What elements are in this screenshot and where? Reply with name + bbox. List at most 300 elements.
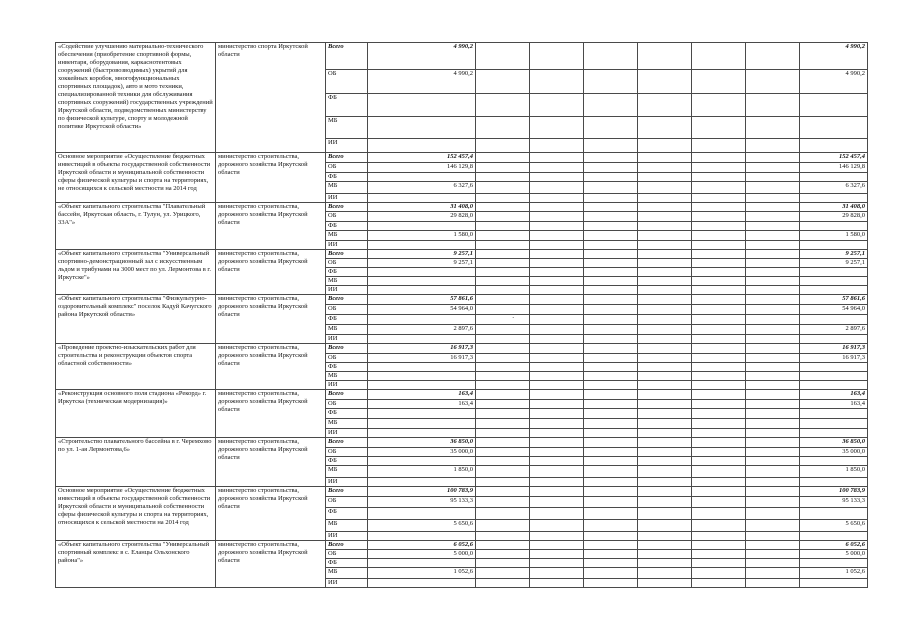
empty-cell — [584, 372, 638, 381]
empty-cell — [476, 212, 530, 222]
measure-name: «Содействие улучшению материально-технического обеспечения (приобретение спортивной формы, инвентаря, оборудования, каркаснотентовых сооружений (быстровозводимых) укрытий для хоккейных коробок, многофункциональных спортивных площадок), авто и мото техники, специализированной техники для обслуживания спортивных сооружений) государственных учреждений Иркутской области, подведомственных министерству по физической культуре, спорту и молодежной политике Иркутской области» — [56, 43, 216, 153]
empty-cell — [638, 295, 692, 305]
empty-cell — [692, 315, 746, 325]
empty-cell — [476, 325, 530, 335]
empty-cell — [476, 286, 530, 295]
sum-value-total: 36 850,0 — [800, 438, 868, 448]
empty-cell — [476, 268, 530, 277]
empty-cell — [530, 241, 584, 250]
funding-source-mb: МБ — [326, 372, 368, 381]
empty-cell — [638, 532, 692, 541]
sum-value-ii — [800, 478, 868, 487]
empty-cell — [476, 173, 530, 182]
measure-name: «Объект капитального строительства "Физкультурно-оздоровительный комплекс" поселок Кадуй Качугского района Иркутской области» — [56, 295, 216, 344]
empty-cell — [476, 94, 530, 117]
funding-source-ii: ИИ — [326, 429, 368, 438]
funding-source-mb: МБ — [326, 419, 368, 429]
empty-cell — [638, 315, 692, 325]
empty-cell — [584, 381, 638, 390]
empty-cell — [638, 372, 692, 381]
sum-value-mb: 1 052,6 — [800, 568, 868, 579]
funding-source-total: Всего — [326, 295, 368, 305]
empty-cell — [476, 568, 530, 579]
funding-source-total: Всего — [326, 153, 368, 163]
table-row — [56, 541, 868, 550]
sum-value-mb — [800, 117, 868, 139]
empty-cell — [692, 550, 746, 559]
sum-value-fb — [800, 315, 868, 325]
funding-source-mb: МБ — [326, 325, 368, 335]
empty-cell — [638, 277, 692, 286]
funding-source-ii: ИИ — [326, 478, 368, 487]
executor-name: министерство строительства, дорожного хозяйства Иркутской области — [216, 153, 326, 203]
empty-cell — [638, 94, 692, 117]
empty-cell — [746, 487, 800, 497]
funding-source-ob: ОБ — [326, 354, 368, 363]
empty-cell — [692, 497, 746, 508]
empty-cell — [638, 381, 692, 390]
sum-value-ob: 16 917,3 — [800, 354, 868, 363]
empty-cell — [530, 182, 584, 194]
empty-cell — [530, 344, 584, 354]
empty-cell — [476, 381, 530, 390]
funding-source-ii: ИИ — [326, 194, 368, 203]
empty-cell — [746, 438, 800, 448]
empty-cell — [476, 429, 530, 438]
empty-cell — [476, 497, 530, 508]
empty-cell — [692, 579, 746, 588]
empty-cell — [692, 438, 746, 448]
empty-cell — [692, 182, 746, 194]
sum-value-mb: 5 650,6 — [800, 520, 868, 532]
empty-cell — [530, 381, 584, 390]
year-value-mb: 1 850,0 — [368, 466, 476, 478]
year-value-ob: 54 964,0 — [368, 305, 476, 315]
funding-source-mb: МБ — [326, 520, 368, 532]
empty-cell — [746, 466, 800, 478]
sum-value-fb — [800, 409, 868, 419]
empty-cell — [638, 363, 692, 372]
year-value-total: 6 052,6 — [368, 541, 476, 550]
empty-cell — [584, 429, 638, 438]
empty-cell — [692, 344, 746, 354]
empty-cell — [584, 194, 638, 203]
sum-value-fb — [800, 508, 868, 520]
empty-cell — [530, 277, 584, 286]
empty-cell — [692, 212, 746, 222]
empty-cell — [638, 259, 692, 268]
empty-cell — [476, 372, 530, 381]
sum-value-ob: 35 000,0 — [800, 448, 868, 457]
empty-cell — [530, 139, 584, 153]
empty-cell — [638, 70, 692, 94]
empty-cell — [476, 344, 530, 354]
funding-source-ii: ИИ — [326, 579, 368, 588]
empty-cell — [746, 70, 800, 94]
empty-cell — [746, 153, 800, 163]
empty-cell — [692, 419, 746, 429]
empty-cell — [746, 541, 800, 550]
funding-source-fb: ФБ — [326, 559, 368, 568]
funding-source-ob: ОБ — [326, 550, 368, 559]
empty-cell — [476, 139, 530, 153]
year-value-ob: 4 990,2 — [368, 70, 476, 94]
empty-cell — [746, 409, 800, 419]
empty-cell — [638, 325, 692, 335]
budget-table — [55, 42, 868, 588]
empty-cell — [584, 286, 638, 295]
empty-cell — [476, 400, 530, 409]
measure-name: «Объект капитального строительства "Плавательный бассейн, Иркутская область, г. Тулун, ул. Урицкого, 33А"» — [56, 203, 216, 250]
funding-source-total: Всего — [326, 344, 368, 354]
empty-cell — [638, 520, 692, 532]
empty-cell — [638, 466, 692, 478]
year-value-ii — [368, 381, 476, 390]
table-row — [56, 438, 868, 448]
empty-cell — [584, 419, 638, 429]
empty-cell — [746, 390, 800, 400]
funding-source-fb: ФБ — [326, 409, 368, 419]
empty-cell — [692, 231, 746, 241]
empty-cell — [476, 295, 530, 305]
funding-source-ob: ОБ — [326, 259, 368, 268]
empty-cell — [692, 363, 746, 372]
sum-value-fb — [800, 559, 868, 568]
empty-cell — [584, 268, 638, 277]
empty-cell — [692, 222, 746, 231]
empty-cell — [530, 325, 584, 335]
empty-cell — [692, 478, 746, 487]
year-value-total: 36 850,0 — [368, 438, 476, 448]
year-value-fb — [368, 222, 476, 231]
empty-cell — [746, 335, 800, 344]
empty-cell — [530, 429, 584, 438]
empty-cell — [530, 372, 584, 381]
funding-source-fb: ФБ — [326, 222, 368, 231]
empty-cell — [746, 194, 800, 203]
empty-cell — [530, 478, 584, 487]
empty-cell — [530, 117, 584, 139]
funding-source-ob: ОБ — [326, 497, 368, 508]
empty-cell — [746, 305, 800, 315]
empty-cell — [476, 250, 530, 259]
empty-cell — [584, 532, 638, 541]
table-row — [56, 295, 868, 305]
empty-cell — [530, 466, 584, 478]
measure-name: Основное мероприятие «Осуществление бюджетных инвестиций в объекты государственной собственности Иркутской области и муниципальной собственности сферы физической культуры и спорта на территориях, относящихся к сельской местности на 2014 год — [56, 487, 216, 541]
empty-cell — [584, 231, 638, 241]
year-value-mb: 1 052,6 — [368, 568, 476, 579]
empty-cell — [746, 478, 800, 487]
empty-cell — [692, 70, 746, 94]
empty-cell — [746, 372, 800, 381]
empty-cell — [530, 438, 584, 448]
sum-value-fb — [800, 94, 868, 117]
sum-value-total: 57 861,6 — [800, 295, 868, 305]
empty-cell — [746, 139, 800, 153]
empty-cell — [476, 182, 530, 194]
funding-source-mb: МБ — [326, 277, 368, 286]
empty-cell — [638, 344, 692, 354]
funding-source-fb: ФБ — [326, 173, 368, 182]
empty-cell — [746, 295, 800, 305]
empty-cell — [584, 153, 638, 163]
empty-cell — [584, 315, 638, 325]
empty-cell — [530, 419, 584, 429]
sum-value-ob: 29 828,0 — [800, 212, 868, 222]
empty-cell — [584, 344, 638, 354]
empty-cell — [746, 94, 800, 117]
empty-cell — [638, 305, 692, 315]
empty-cell — [476, 203, 530, 212]
empty-cell — [692, 372, 746, 381]
empty-cell — [692, 381, 746, 390]
empty-cell — [476, 259, 530, 268]
empty-cell — [746, 520, 800, 532]
empty-cell — [638, 400, 692, 409]
empty-cell — [638, 241, 692, 250]
empty-cell — [638, 448, 692, 457]
empty-cell — [746, 344, 800, 354]
empty-cell — [530, 163, 584, 173]
empty-cell — [746, 259, 800, 268]
year-value-ob: 163,4 — [368, 400, 476, 409]
year-value-total: 152 457,4 — [368, 153, 476, 163]
sum-value-ob: 5 000,0 — [800, 550, 868, 559]
funding-source-total: Всего — [326, 541, 368, 550]
empty-cell — [584, 70, 638, 94]
executor-name: министерство строительства, дорожного хозяйства Иркутской области — [216, 487, 326, 541]
funding-source-fb: ФБ — [326, 94, 368, 117]
empty-cell — [584, 325, 638, 335]
empty-cell — [584, 163, 638, 173]
empty-cell — [746, 117, 800, 139]
empty-cell — [584, 354, 638, 363]
empty-cell — [584, 182, 638, 194]
funding-source-ii: ИИ — [326, 335, 368, 344]
empty-cell — [584, 390, 638, 400]
empty-cell — [638, 268, 692, 277]
empty-cell — [692, 541, 746, 550]
empty-cell — [530, 559, 584, 568]
empty-cell — [584, 203, 638, 212]
empty-cell — [638, 457, 692, 466]
sum-value-ii — [800, 579, 868, 588]
empty-cell — [584, 139, 638, 153]
empty-cell — [638, 541, 692, 550]
empty-cell — [692, 325, 746, 335]
year-value-total: 100 783,9 — [368, 487, 476, 497]
empty-cell — [638, 194, 692, 203]
empty-cell — [692, 400, 746, 409]
empty-cell — [530, 194, 584, 203]
empty-cell — [746, 315, 800, 325]
sum-value-ob: 54 964,0 — [800, 305, 868, 315]
funding-source-mb: МБ — [326, 182, 368, 194]
empty-cell — [692, 139, 746, 153]
empty-cell — [638, 153, 692, 163]
empty-cell — [584, 466, 638, 478]
empty-cell — [584, 173, 638, 182]
year-value-ii — [368, 579, 476, 588]
empty-cell — [638, 487, 692, 497]
sum-value-total: 152 457,4 — [800, 153, 868, 163]
empty-cell — [638, 390, 692, 400]
year-value-mb — [368, 117, 476, 139]
empty-cell — [692, 568, 746, 579]
empty-cell — [638, 354, 692, 363]
empty-cell — [746, 231, 800, 241]
table-row — [56, 203, 868, 212]
empty-cell — [584, 409, 638, 419]
year-value-fb — [368, 363, 476, 372]
empty-cell — [692, 277, 746, 286]
empty-cell — [584, 335, 638, 344]
year-value-ob: 9 257,1 — [368, 259, 476, 268]
empty-cell — [476, 438, 530, 448]
empty-cell — [692, 559, 746, 568]
empty-cell — [746, 173, 800, 182]
empty-cell — [692, 390, 746, 400]
funding-source-ob: ОБ — [326, 70, 368, 94]
empty-cell — [746, 182, 800, 194]
empty-cell — [530, 390, 584, 400]
empty-cell — [530, 203, 584, 212]
empty-cell — [638, 497, 692, 508]
measure-name: «Объект капитального строительства "Универсальный спортивно-демонстрационный зал с искусственным льдом и трибунами на 3000 мест по ул. Лермонтова в г. Иркутске"» — [56, 250, 216, 295]
funding-source-ii: ИИ — [326, 241, 368, 250]
sum-value-mb: 1 850,0 — [800, 466, 868, 478]
empty-cell — [638, 559, 692, 568]
empty-cell — [584, 94, 638, 117]
year-value-total: 57 861,6 — [368, 295, 476, 305]
year-value-total: 9 257,1 — [368, 250, 476, 259]
empty-cell — [530, 520, 584, 532]
empty-cell — [584, 43, 638, 70]
funding-source-total: Всего — [326, 390, 368, 400]
sum-value-ob: 146 129,8 — [800, 163, 868, 173]
sum-value-fb — [800, 173, 868, 182]
empty-cell — [746, 286, 800, 295]
empty-cell — [584, 277, 638, 286]
measure-name: Основное мероприятие «Осуществление бюджетных инвестиций в объекты государственной собственности Иркутской области и муниципальной собственности сферы физической культуры и спорта на территориях, не относящихся к сельской местности на 2014 год — [56, 153, 216, 203]
empty-cell — [692, 153, 746, 163]
empty-cell — [584, 487, 638, 497]
executor-name: министерство строительства, дорожного хозяйства Иркутской области — [216, 541, 326, 588]
sum-value-fb — [800, 268, 868, 277]
empty-cell — [476, 241, 530, 250]
year-value-fb — [368, 409, 476, 419]
empty-cell — [746, 497, 800, 508]
year-value-ii — [368, 478, 476, 487]
empty-cell — [530, 259, 584, 268]
empty-cell — [530, 354, 584, 363]
empty-cell — [476, 478, 530, 487]
sum-value-mb: 1 580,0 — [800, 231, 868, 241]
empty-cell — [746, 550, 800, 559]
empty-cell — [746, 381, 800, 390]
empty-cell — [692, 429, 746, 438]
scan-speck: · — [512, 314, 515, 322]
year-value-mb: 6 327,6 — [368, 182, 476, 194]
empty-cell — [746, 508, 800, 520]
year-value-ob: 5 000,0 — [368, 550, 476, 559]
empty-cell — [746, 222, 800, 231]
funding-source-mb: МБ — [326, 117, 368, 139]
empty-cell — [692, 250, 746, 259]
empty-cell — [530, 487, 584, 497]
empty-cell — [692, 163, 746, 173]
empty-cell — [746, 419, 800, 429]
empty-cell — [530, 315, 584, 325]
funding-source-fb: ФБ — [326, 457, 368, 466]
funding-source-ii: ИИ — [326, 139, 368, 153]
funding-source-total: Всего — [326, 43, 368, 70]
sum-value-total: 163,4 — [800, 390, 868, 400]
table-body — [56, 43, 868, 588]
empty-cell — [692, 448, 746, 457]
table-row — [56, 390, 868, 400]
empty-cell — [530, 43, 584, 70]
empty-cell — [638, 550, 692, 559]
empty-cell — [584, 559, 638, 568]
year-value-fb — [368, 173, 476, 182]
empty-cell — [638, 173, 692, 182]
empty-cell — [584, 241, 638, 250]
year-value-fb — [368, 457, 476, 466]
empty-cell — [692, 268, 746, 277]
sum-value-mb — [800, 372, 868, 381]
sum-value-total: 6 052,6 — [800, 541, 868, 550]
empty-cell — [692, 335, 746, 344]
empty-cell — [692, 117, 746, 139]
empty-cell — [530, 541, 584, 550]
empty-cell — [746, 532, 800, 541]
empty-cell — [476, 305, 530, 315]
empty-cell — [584, 305, 638, 315]
empty-cell — [584, 579, 638, 588]
empty-cell — [746, 568, 800, 579]
empty-cell — [530, 305, 584, 315]
empty-cell — [476, 487, 530, 497]
empty-cell — [476, 194, 530, 203]
funding-source-fb: ФБ — [326, 508, 368, 520]
year-value-mb: 2 897,6 — [368, 325, 476, 335]
sum-value-total: 4 990,2 — [800, 43, 868, 70]
empty-cell — [746, 559, 800, 568]
empty-cell — [692, 457, 746, 466]
funding-source-ob: ОБ — [326, 305, 368, 315]
year-value-mb — [368, 419, 476, 429]
empty-cell — [692, 354, 746, 363]
sum-value-ob: 4 990,2 — [800, 70, 868, 94]
sum-value-mb — [800, 419, 868, 429]
funding-source-mb: МБ — [326, 466, 368, 478]
sum-value-total: 31 408,0 — [800, 203, 868, 212]
empty-cell — [476, 354, 530, 363]
empty-cell — [746, 325, 800, 335]
table-row — [56, 250, 868, 259]
year-value-ii — [368, 335, 476, 344]
year-value-ii — [368, 286, 476, 295]
empty-cell — [476, 363, 530, 372]
executor-name: министерство строительства, дорожного хозяйства Иркутской области — [216, 203, 326, 250]
empty-cell — [584, 400, 638, 409]
empty-cell — [584, 222, 638, 231]
empty-cell — [530, 212, 584, 222]
empty-cell — [476, 559, 530, 568]
empty-cell — [476, 466, 530, 478]
